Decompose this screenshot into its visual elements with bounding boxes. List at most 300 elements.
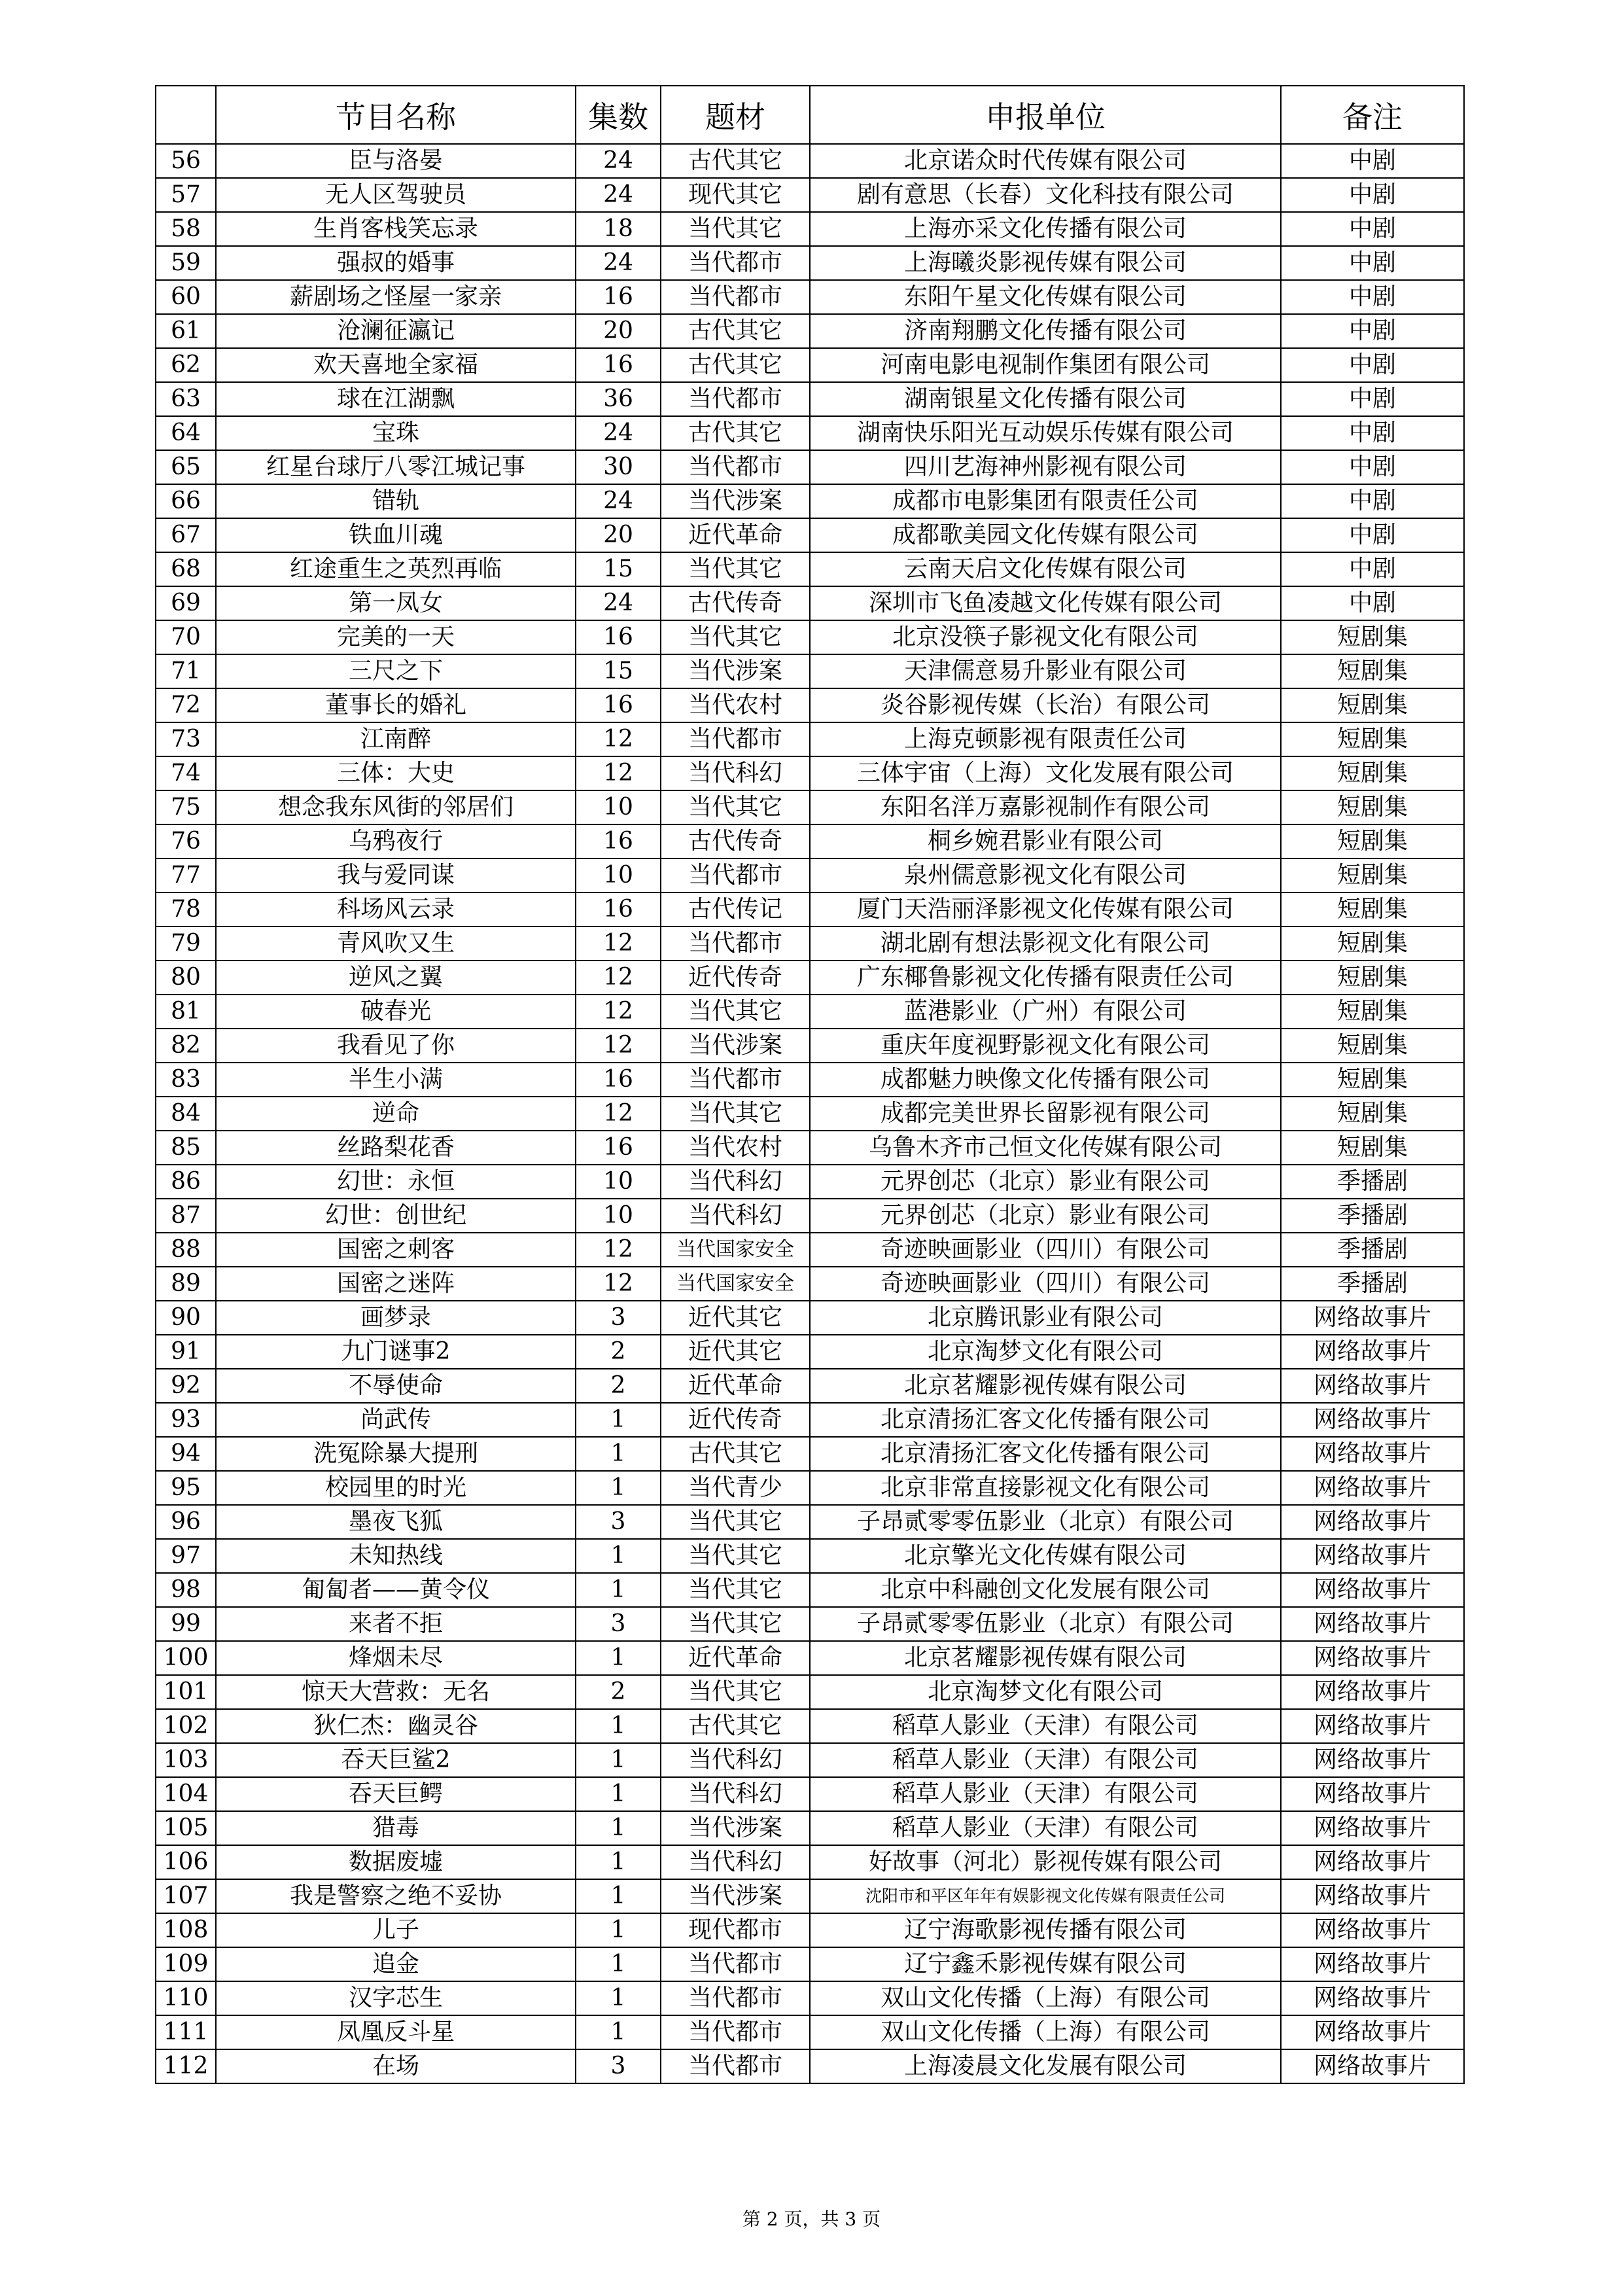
table-row [156, 1709, 1464, 1743]
cell-genre: 当代科幻 [661, 1743, 810, 1777]
cell-unit: 北京擎光文化传媒有限公司 [810, 1539, 1281, 1573]
cell-index: 78 [156, 892, 216, 927]
cell-unit: 北京中科融创文化发展有限公司 [810, 1573, 1281, 1607]
cell-unit: 奇迹映画影业（四川）有限公司 [810, 1233, 1281, 1267]
cell-title: 尚武传 [216, 1403, 576, 1437]
cell-genre: 当代其它 [661, 620, 810, 654]
cell-title: 猎毒 [216, 1811, 576, 1845]
cell-genre: 当代都市 [661, 2015, 810, 2049]
cell-title: 汉字芯生 [216, 1981, 576, 2015]
cell-title: 凤凰反斗星 [216, 2015, 576, 2049]
table-row [156, 178, 1464, 212]
cell-title: 三尺之下 [216, 654, 576, 688]
cell-episodes: 1 [576, 1777, 661, 1811]
cell-note: 网络故事片 [1281, 1709, 1464, 1743]
cell-episodes: 24 [576, 586, 661, 620]
cell-title: 逆命 [216, 1097, 576, 1131]
cell-unit: 泉州儒意影视文化有限公司 [810, 858, 1281, 892]
cell-note: 中剧 [1281, 450, 1464, 484]
cell-note: 短剧集 [1281, 1097, 1464, 1131]
cell-genre: 当代其它 [661, 1505, 810, 1539]
cell-index: 59 [156, 246, 216, 280]
cell-note: 网络故事片 [1281, 1573, 1464, 1607]
table-row [156, 450, 1464, 484]
cell-note: 网络故事片 [1281, 1403, 1464, 1437]
cell-unit: 桐乡婉君影业有限公司 [810, 824, 1281, 858]
cell-episodes: 3 [576, 1505, 661, 1539]
table-row [156, 1029, 1464, 1063]
table-row [156, 688, 1464, 722]
cell-episodes: 16 [576, 892, 661, 927]
cell-title: 完美的一天 [216, 620, 576, 654]
cell-unit: 厦门天浩丽泽影视文化传媒有限公司 [810, 892, 1281, 927]
cell-title: 错轨 [216, 484, 576, 518]
table-row [156, 1369, 1464, 1403]
cell-genre: 古代其它 [661, 1709, 810, 1743]
table-row [156, 1403, 1464, 1437]
cell-title: 狄仁杰：幽灵谷 [216, 1709, 576, 1743]
cell-genre: 近代革命 [661, 1369, 810, 1403]
table-row [156, 892, 1464, 927]
table-row [156, 416, 1464, 450]
cell-index: 70 [156, 620, 216, 654]
table-row [156, 1165, 1464, 1199]
cell-genre: 当代青少 [661, 1471, 810, 1505]
cell-index: 76 [156, 824, 216, 858]
cell-episodes: 16 [576, 620, 661, 654]
cell-index: 102 [156, 1709, 216, 1743]
cell-title: 生肖客栈笑忘录 [216, 212, 576, 246]
cell-genre: 当代农村 [661, 1131, 810, 1165]
cell-episodes: 1 [576, 1471, 661, 1505]
cell-episodes: 24 [576, 246, 661, 280]
cell-index: 84 [156, 1097, 216, 1131]
cell-genre: 当代都市 [661, 1981, 810, 2015]
cell-note: 季播剧 [1281, 1199, 1464, 1233]
cell-index: 56 [156, 144, 216, 178]
cell-note: 网络故事片 [1281, 1981, 1464, 2015]
cell-episodes: 12 [576, 756, 661, 790]
cell-unit: 上海曦炎影视传媒有限公司 [810, 246, 1281, 280]
cell-genre: 当代都市 [661, 858, 810, 892]
table-row [156, 1675, 1464, 1709]
table-row [156, 927, 1464, 961]
cell-unit: 湖南银星文化传播有限公司 [810, 382, 1281, 416]
cell-genre: 当代其它 [661, 1539, 810, 1573]
cell-note: 网络故事片 [1281, 2015, 1464, 2049]
cell-note: 季播剧 [1281, 1233, 1464, 1267]
cell-index: 62 [156, 348, 216, 382]
cell-episodes: 12 [576, 927, 661, 961]
cell-title: 追金 [216, 1947, 576, 1981]
cell-note: 网络故事片 [1281, 1301, 1464, 1335]
cell-index: 74 [156, 756, 216, 790]
cell-episodes: 1 [576, 1539, 661, 1573]
cell-genre: 当代其它 [661, 1097, 810, 1131]
cell-episodes: 16 [576, 688, 661, 722]
cell-episodes: 1 [576, 1437, 661, 1471]
cell-genre: 古代传奇 [661, 824, 810, 858]
cell-index: 98 [156, 1573, 216, 1607]
col-header-unit: 申报单位 [810, 86, 1281, 144]
cell-genre: 近代革命 [661, 518, 810, 552]
cell-note: 季播剧 [1281, 1267, 1464, 1301]
cell-genre: 当代都市 [661, 927, 810, 961]
cell-title: 宝珠 [216, 416, 576, 450]
cell-unit: 上海凌晨文化发展有限公司 [810, 2049, 1281, 2083]
cell-genre: 当代其它 [661, 1573, 810, 1607]
cell-episodes: 1 [576, 1879, 661, 1913]
cell-note: 中剧 [1281, 382, 1464, 416]
cell-genre: 近代革命 [661, 1641, 810, 1675]
cell-index: 105 [156, 1811, 216, 1845]
cell-note: 中剧 [1281, 280, 1464, 314]
cell-episodes: 1 [576, 1981, 661, 2015]
cell-episodes: 16 [576, 824, 661, 858]
cell-episodes: 30 [576, 450, 661, 484]
cell-episodes: 2 [576, 1335, 661, 1369]
cell-index: 86 [156, 1165, 216, 1199]
cell-episodes: 18 [576, 212, 661, 246]
cell-unit: 稻草人影业（天津）有限公司 [810, 1811, 1281, 1845]
table-row [156, 1199, 1464, 1233]
cell-genre: 当代都市 [661, 246, 810, 280]
cell-genre: 当代其它 [661, 1675, 810, 1709]
cell-index: 82 [156, 1029, 216, 1063]
cell-title: 红星台球厅八零江城记事 [216, 450, 576, 484]
cell-episodes: 3 [576, 2049, 661, 2083]
cell-note: 中剧 [1281, 518, 1464, 552]
cell-unit: 云南天启文化传媒有限公司 [810, 552, 1281, 586]
cell-episodes: 24 [576, 178, 661, 212]
cell-unit: 四川艺海神州影视有限公司 [810, 450, 1281, 484]
cell-title: 破春光 [216, 995, 576, 1029]
table-row [156, 1845, 1464, 1879]
cell-unit: 上海亦采文化传播有限公司 [810, 212, 1281, 246]
cell-index: 88 [156, 1233, 216, 1267]
col-header-title: 节目名称 [216, 86, 576, 144]
cell-genre: 古代其它 [661, 416, 810, 450]
cell-genre: 近代传奇 [661, 1403, 810, 1437]
cell-episodes: 12 [576, 1029, 661, 1063]
cell-title: 沧澜征瀛记 [216, 314, 576, 348]
cell-unit: 湖南快乐阳光互动娱乐传媒有限公司 [810, 416, 1281, 450]
table-row [156, 1437, 1464, 1471]
cell-title: 未知热线 [216, 1539, 576, 1573]
cell-note: 网络故事片 [1281, 1539, 1464, 1573]
cell-title: 吞天巨鲨2 [216, 1743, 576, 1777]
cell-genre: 当代国家安全 [661, 1233, 810, 1267]
cell-genre: 当代其它 [661, 995, 810, 1029]
cell-note: 网络故事片 [1281, 2049, 1464, 2083]
cell-index: 104 [156, 1777, 216, 1811]
cell-genre: 古代传奇 [661, 586, 810, 620]
cell-genre: 当代涉案 [661, 654, 810, 688]
cell-index: 89 [156, 1267, 216, 1301]
table-row [156, 620, 1464, 654]
cell-note: 中剧 [1281, 348, 1464, 382]
cell-index: 79 [156, 927, 216, 961]
cell-unit: 双山文化传播（上海）有限公司 [810, 2015, 1281, 2049]
cell-unit: 成都魅力映像文化传播有限公司 [810, 1063, 1281, 1097]
cell-index: 106 [156, 1845, 216, 1879]
cell-genre: 当代涉案 [661, 1879, 810, 1913]
cell-episodes: 3 [576, 1301, 661, 1335]
cell-unit: 北京没筷子影视文化有限公司 [810, 620, 1281, 654]
cell-episodes: 1 [576, 1641, 661, 1675]
cell-title: 儿子 [216, 1913, 576, 1947]
cell-title: 半生小满 [216, 1063, 576, 1097]
cell-genre: 当代科幻 [661, 1777, 810, 1811]
cell-genre: 当代涉案 [661, 484, 810, 518]
cell-note: 网络故事片 [1281, 1607, 1464, 1641]
cell-title: 江南醉 [216, 722, 576, 756]
cell-title: 数据废墟 [216, 1845, 576, 1879]
cell-title: 第一凤女 [216, 586, 576, 620]
program-table [155, 85, 1465, 2084]
cell-index: 69 [156, 586, 216, 620]
cell-genre: 当代涉案 [661, 1811, 810, 1845]
cell-episodes: 12 [576, 722, 661, 756]
cell-index: 77 [156, 858, 216, 892]
cell-note: 短剧集 [1281, 892, 1464, 927]
col-header-episodes: 集数 [576, 86, 661, 144]
table-row [156, 1913, 1464, 1947]
cell-note: 中剧 [1281, 212, 1464, 246]
table-row [156, 280, 1464, 314]
cell-note: 网络故事片 [1281, 1743, 1464, 1777]
cell-episodes: 20 [576, 314, 661, 348]
cell-episodes: 36 [576, 382, 661, 416]
cell-episodes: 16 [576, 280, 661, 314]
cell-note: 网络故事片 [1281, 1845, 1464, 1879]
cell-note: 网络故事片 [1281, 1505, 1464, 1539]
table-row [156, 824, 1464, 858]
cell-title: 幻世：创世纪 [216, 1199, 576, 1233]
cell-title: 欢天喜地全家福 [216, 348, 576, 382]
cell-title: 红途重生之英烈再临 [216, 552, 576, 586]
cell-unit: 双山文化传播（上海）有限公司 [810, 1981, 1281, 2015]
cell-genre: 近代其它 [661, 1335, 810, 1369]
cell-note: 中剧 [1281, 144, 1464, 178]
table-row [156, 1573, 1464, 1607]
table-row [156, 212, 1464, 246]
cell-unit: 上海克顿影视有限责任公司 [810, 722, 1281, 756]
cell-unit: 辽宁鑫禾影视传媒有限公司 [810, 1947, 1281, 1981]
cell-genre: 古代其它 [661, 314, 810, 348]
cell-note: 网络故事片 [1281, 1471, 1464, 1505]
cell-index: 110 [156, 1981, 216, 2015]
cell-episodes: 1 [576, 2015, 661, 2049]
cell-unit: 北京非常直接影视文化有限公司 [810, 1471, 1281, 1505]
table-row [156, 1301, 1464, 1335]
cell-unit: 重庆年度视野影视文化有限公司 [810, 1029, 1281, 1063]
cell-episodes: 16 [576, 1063, 661, 1097]
table-row [156, 1063, 1464, 1097]
cell-title: 无人区驾驶员 [216, 178, 576, 212]
table-row [156, 552, 1464, 586]
cell-index: 90 [156, 1301, 216, 1335]
cell-genre: 当代都市 [661, 722, 810, 756]
cell-note: 短剧集 [1281, 858, 1464, 892]
cell-note: 网络故事片 [1281, 1777, 1464, 1811]
cell-note: 中剧 [1281, 586, 1464, 620]
cell-title: 国密之刺客 [216, 1233, 576, 1267]
cell-episodes: 1 [576, 1913, 661, 1947]
table-row [156, 858, 1464, 892]
table-row [156, 1131, 1464, 1165]
cell-index: 61 [156, 314, 216, 348]
cell-index: 58 [156, 212, 216, 246]
cell-episodes: 12 [576, 1097, 661, 1131]
cell-genre: 古代其它 [661, 1437, 810, 1471]
cell-episodes: 1 [576, 1811, 661, 1845]
cell-index: 63 [156, 382, 216, 416]
table-row [156, 314, 1464, 348]
cell-index: 65 [156, 450, 216, 484]
cell-note: 网络故事片 [1281, 1369, 1464, 1403]
cell-title: 董事长的婚礼 [216, 688, 576, 722]
cell-unit: 河南电影电视制作集团有限公司 [810, 348, 1281, 382]
cell-index: 80 [156, 961, 216, 995]
cell-title: 乌鸦夜行 [216, 824, 576, 858]
cell-unit: 子昂贰零零伍影业（北京）有限公司 [810, 1505, 1281, 1539]
cell-episodes: 12 [576, 961, 661, 995]
cell-episodes: 16 [576, 348, 661, 382]
table-row [156, 1777, 1464, 1811]
cell-note: 中剧 [1281, 314, 1464, 348]
cell-genre: 当代涉案 [661, 1029, 810, 1063]
cell-index: 101 [156, 1675, 216, 1709]
cell-episodes: 1 [576, 1709, 661, 1743]
cell-genre: 当代其它 [661, 212, 810, 246]
table-row [156, 246, 1464, 280]
cell-unit: 广东椰鲁影视文化传播有限责任公司 [810, 961, 1281, 995]
cell-index: 85 [156, 1131, 216, 1165]
cell-unit: 三体宇宙（上海）文化发展有限公司 [810, 756, 1281, 790]
cell-unit: 稻草人影业（天津）有限公司 [810, 1743, 1281, 1777]
cell-note: 网络故事片 [1281, 1641, 1464, 1675]
cell-episodes: 16 [576, 1131, 661, 1165]
cell-unit: 炎谷影视传媒（长治）有限公司 [810, 688, 1281, 722]
cell-index: 93 [156, 1403, 216, 1437]
cell-index: 107 [156, 1879, 216, 1913]
cell-episodes: 1 [576, 1403, 661, 1437]
cell-index: 57 [156, 178, 216, 212]
cell-unit: 北京淘梦文化有限公司 [810, 1675, 1281, 1709]
cell-genre: 当代科幻 [661, 1199, 810, 1233]
col-header-note: 备注 [1281, 86, 1464, 144]
cell-index: 64 [156, 416, 216, 450]
cell-note: 短剧集 [1281, 688, 1464, 722]
cell-index: 97 [156, 1539, 216, 1573]
cell-genre: 当代科幻 [661, 1845, 810, 1879]
table-row [156, 1811, 1464, 1845]
cell-note: 短剧集 [1281, 995, 1464, 1029]
cell-title: 科场风云录 [216, 892, 576, 927]
cell-episodes: 15 [576, 654, 661, 688]
cell-title: 逆风之翼 [216, 961, 576, 995]
cell-unit: 子昂贰零零伍影业（北京）有限公司 [810, 1607, 1281, 1641]
cell-title: 我是警察之绝不妥协 [216, 1879, 576, 1913]
cell-note: 短剧集 [1281, 620, 1464, 654]
cell-genre: 当代其它 [661, 552, 810, 586]
table-row [156, 961, 1464, 995]
table-row [156, 1471, 1464, 1505]
table-row [156, 518, 1464, 552]
cell-episodes: 12 [576, 1233, 661, 1267]
cell-note: 中剧 [1281, 484, 1464, 518]
table-row [156, 484, 1464, 518]
cell-title: 幻世：永恒 [216, 1165, 576, 1199]
table-header-row [156, 86, 1464, 144]
cell-episodes: 2 [576, 1675, 661, 1709]
cell-title: 臣与洛晏 [216, 144, 576, 178]
cell-episodes: 12 [576, 1267, 661, 1301]
col-header-genre: 题材 [661, 86, 810, 144]
cell-note: 短剧集 [1281, 654, 1464, 688]
cell-note: 短剧集 [1281, 790, 1464, 824]
cell-note: 短剧集 [1281, 1063, 1464, 1097]
cell-note: 网络故事片 [1281, 1913, 1464, 1947]
cell-index: 87 [156, 1199, 216, 1233]
cell-unit: 成都歌美园文化传媒有限公司 [810, 518, 1281, 552]
cell-genre: 当代其它 [661, 790, 810, 824]
cell-index: 60 [156, 280, 216, 314]
cell-title: 在场 [216, 2049, 576, 2083]
cell-index: 95 [156, 1471, 216, 1505]
cell-unit: 北京淘梦文化有限公司 [810, 1335, 1281, 1369]
cell-title: 丝路梨花香 [216, 1131, 576, 1165]
cell-unit: 元界创芯（北京）影业有限公司 [810, 1199, 1281, 1233]
cell-note: 网络故事片 [1281, 1675, 1464, 1709]
cell-episodes: 10 [576, 1199, 661, 1233]
cell-note: 中剧 [1281, 246, 1464, 280]
cell-note: 网络故事片 [1281, 1437, 1464, 1471]
cell-episodes: 24 [576, 416, 661, 450]
cell-index: 92 [156, 1369, 216, 1403]
cell-episodes: 1 [576, 1845, 661, 1879]
table-row [156, 995, 1464, 1029]
table-row [156, 722, 1464, 756]
cell-title: 铁血川魂 [216, 518, 576, 552]
cell-unit: 奇迹映画影业（四川）有限公司 [810, 1267, 1281, 1301]
page-footer: 第 2 页，共 3 页 [742, 2208, 881, 2230]
table-row [156, 654, 1464, 688]
cell-title: 匍匐者——黄令仪 [216, 1573, 576, 1607]
cell-episodes: 12 [576, 995, 661, 1029]
cell-title: 惊天大营救：无名 [216, 1675, 576, 1709]
cell-title: 画梦录 [216, 1301, 576, 1335]
cell-genre: 当代都市 [661, 1063, 810, 1097]
cell-index: 112 [156, 2049, 216, 2083]
cell-note: 短剧集 [1281, 1131, 1464, 1165]
table-row [156, 348, 1464, 382]
table-row [156, 1641, 1464, 1675]
cell-title: 薪剧场之怪屋一家亲 [216, 280, 576, 314]
cell-note: 网络故事片 [1281, 1947, 1464, 1981]
cell-genre: 当代都市 [661, 450, 810, 484]
cell-index: 103 [156, 1743, 216, 1777]
cell-unit: 稻草人影业（天津）有限公司 [810, 1709, 1281, 1743]
cell-unit: 好故事（河北）影视传媒有限公司 [810, 1845, 1281, 1879]
cell-note: 短剧集 [1281, 1029, 1464, 1063]
cell-title: 吞天巨鳄 [216, 1777, 576, 1811]
cell-genre: 近代传奇 [661, 961, 810, 995]
cell-unit: 北京诺众时代传媒有限公司 [810, 144, 1281, 178]
table-row [156, 586, 1464, 620]
cell-unit: 乌鲁木齐市己恒文化传媒有限公司 [810, 1131, 1281, 1165]
